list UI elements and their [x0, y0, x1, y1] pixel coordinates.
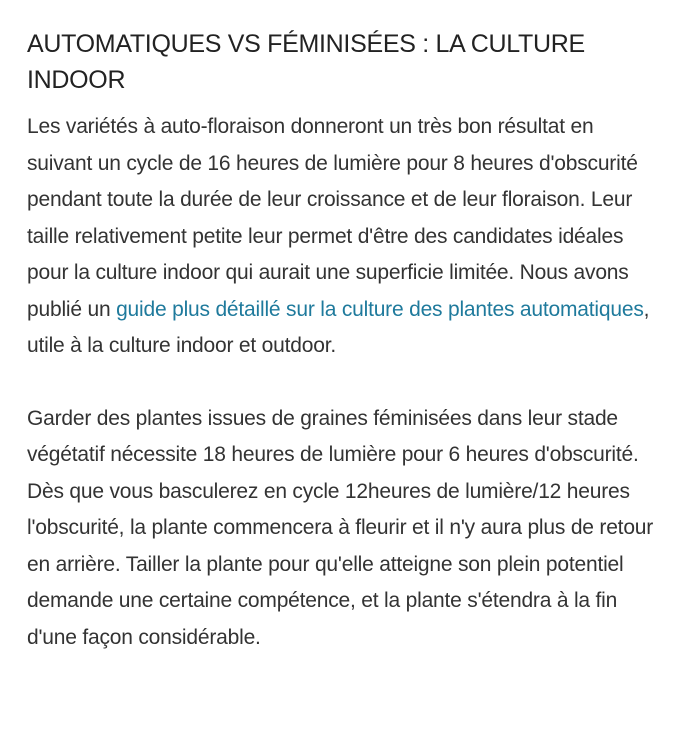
article [27, 26, 657, 656]
paragraph-automatic-strains [27, 109, 657, 365]
paragraph-text-before-link: Les variétés à auto-floraison donneront un très bon résultat en suivant un cycle de 16 heures de lumière pour 8 heures d'obscurité pendant toute la durée de leur croissance et de leur floraison. Leur taille relativement petite leur permet d'être des candidates idéales pour la culture indoor qui aurait une superficie limitée. Nous avons publié un [27, 115, 638, 321]
paragraph-text-after-link: , utile à la culture indoor et outdoor. [27, 297, 650, 357]
paragraph-feminized-strains: Garder des plantes issues de graines féminisées dans leur stade végétatif nécessite 18 heures de lumière pour 6 heures d'obscurité. Dès que vous basculerez en cycle 12heures de lumière/12 heures l'obscurité, la plante commencera à fleurir et il n'y aura plus de retour en arrière. Tailler la plante pour qu'elle atteigne son plein potentiel demande une certaine compétence, et la plante s'étendra à la fin d'une façon considérable. [27, 406, 654, 649]
automatic-plants-guide-link[interactable]: guide plus détaillé sur la culture des plantes automatiques [116, 297, 644, 321]
article-heading: AUTOMATIQUES VS FÉMINISÉES : LA CULTURE INDOOR [27, 30, 585, 94]
